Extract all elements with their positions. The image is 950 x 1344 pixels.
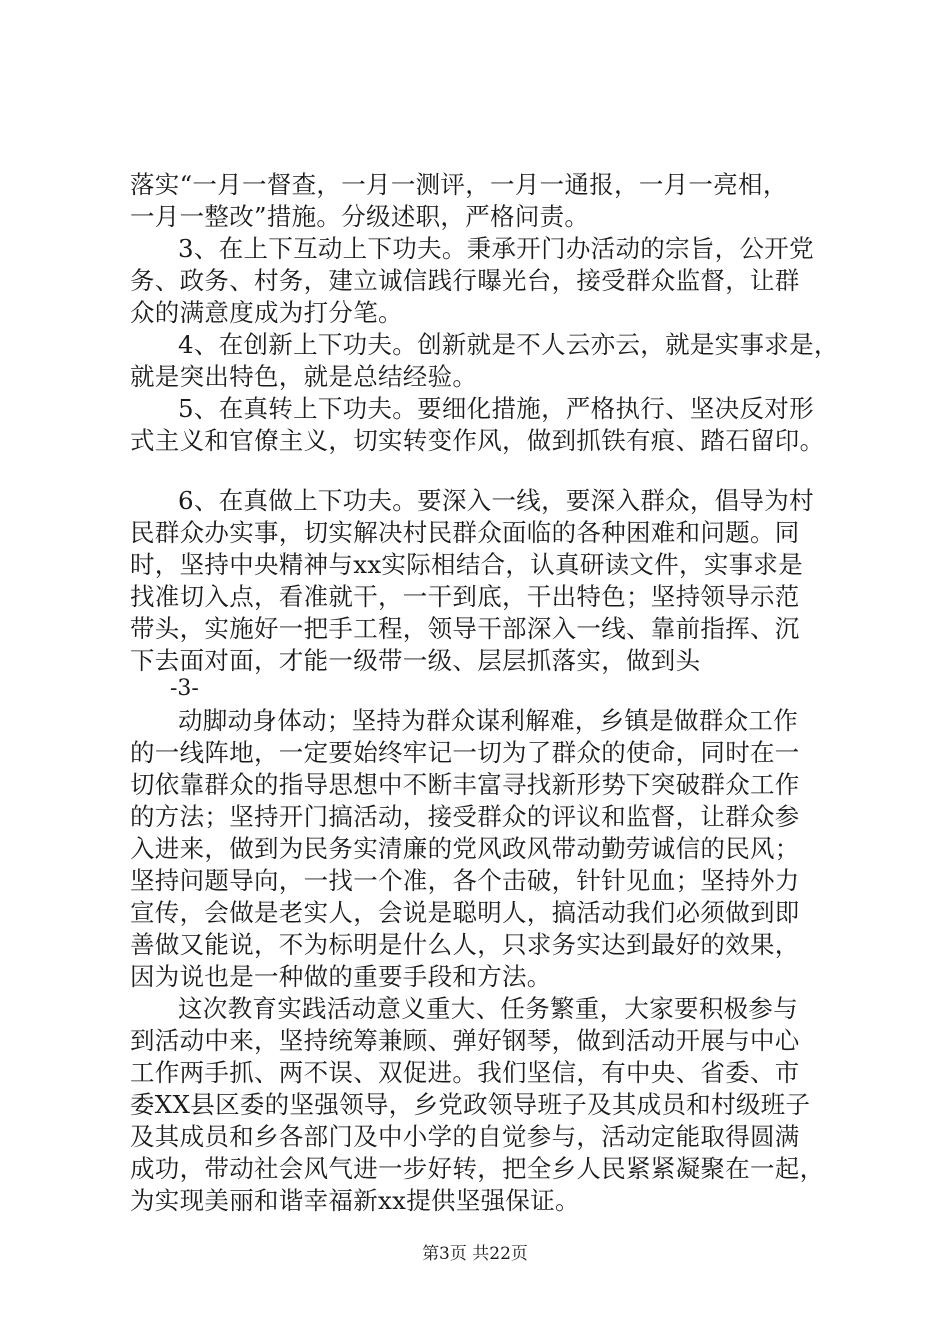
body-line: 时，坚持中央精神与xx实际相结合，认真研读文件，实事求是 [130, 550, 804, 579]
inline-page-marker: -3- [170, 676, 199, 701]
body-line: 入进来，做到为民务实清廉的党风政风带动勤劳诚信的民风； [130, 834, 800, 863]
body-line: 为实现美丽和谐幸福新xx提供坚强保证。 [130, 1186, 580, 1215]
page-footer: 第3页 共22页 [422, 1244, 528, 1264]
body-line: 委XX县区委的坚强领导，乡党政领导班子及其成员和村级班子 [130, 1090, 811, 1119]
body-line: 坚持问题导向，一找一个准，各个击破，针针见血；坚持外力 [130, 866, 800, 895]
body-line: 民群众办实事，切实解决村民群众面临的各种困难和问题。同 [130, 518, 800, 547]
body-line: 6、在真做上下功夫。要深入一线，要深入群众，倡导为村 [178, 486, 814, 515]
body-line: 3、在上下互动上下功夫。秉承开门办活动的宗旨，公开党 [178, 234, 814, 263]
body-line: 到活动中来，坚持统筹兼顾、弹好钢琴，做到活动开展与中心 [130, 1026, 800, 1055]
body-line: 落实“一月一督查，一月一测评，一月一通报，一月一亮相， [130, 170, 788, 199]
body-line: 切依靠群众的指导思想中不断丰富寻找新形势下突破群众工作 [130, 770, 800, 799]
body-line: 工作两手抓、两不误、双促进。我们坚信，有中央、省委、市 [130, 1058, 800, 1087]
body-line: 善做又能说，不为标明是什么人，只求务实达到最好的效果， [130, 930, 800, 959]
body-line: 因为说也是一种做的重要手段和方法。 [130, 962, 552, 991]
body-line: 成功，带动社会风气进一步好转，把全乡人民紧紧凝聚在一起， [130, 1154, 825, 1183]
body-line: 5、在真转上下功夫。要细化措施，严格执行、坚决反对形 [178, 394, 814, 423]
body-line: 及其成员和乡各部门及中小学的自觉参与，活动定能取得圆满 [130, 1122, 800, 1151]
body-line: 下去面对面，才能一级带一级、层层抓落实，做到头 [130, 646, 701, 675]
body-line: 4、在创新上下功夫。创新就是不人云亦云，就是实事求是， [178, 330, 839, 359]
body-line: 务、政务、村务，建立诚信践行曝光台，接受群众监督，让群 [130, 266, 800, 295]
body-line: 找准切入点，看准就干，一干到底，干出特色；坚持领导示范 [130, 582, 800, 611]
body-line: 动脚动身体动；坚持为群众谋利解难，乡镇是做群众工作 [178, 706, 798, 735]
body-line: 的方法；坚持开门搞活动，接受群众的评议和监督，让群众参 [130, 802, 800, 831]
body-line: 就是突出特色，就是总结经验。 [130, 362, 478, 391]
body-line: 众的满意度成为打分笔。 [130, 298, 403, 327]
body-line: 式主义和官僚主义，切实转变作风，做到抓铁有痕、踏石留印。 [130, 426, 825, 455]
body-line: 这次教育实践活动意义重大、任务繁重，大家要积极参与 [178, 994, 798, 1023]
body-line: 一月一整改”措施。分级述职，严格问责。 [130, 202, 590, 231]
body-line: 的一线阵地，一定要始终牢记一切为了群众的使命，同时在一 [130, 738, 800, 767]
body-line: 带头，实施好一把手工程，领导干部深入一线、靠前指挥、沉 [130, 614, 800, 643]
body-line: 宣传，会做是老实人，会说是聪明人，搞活动我们必须做到即 [130, 898, 800, 927]
